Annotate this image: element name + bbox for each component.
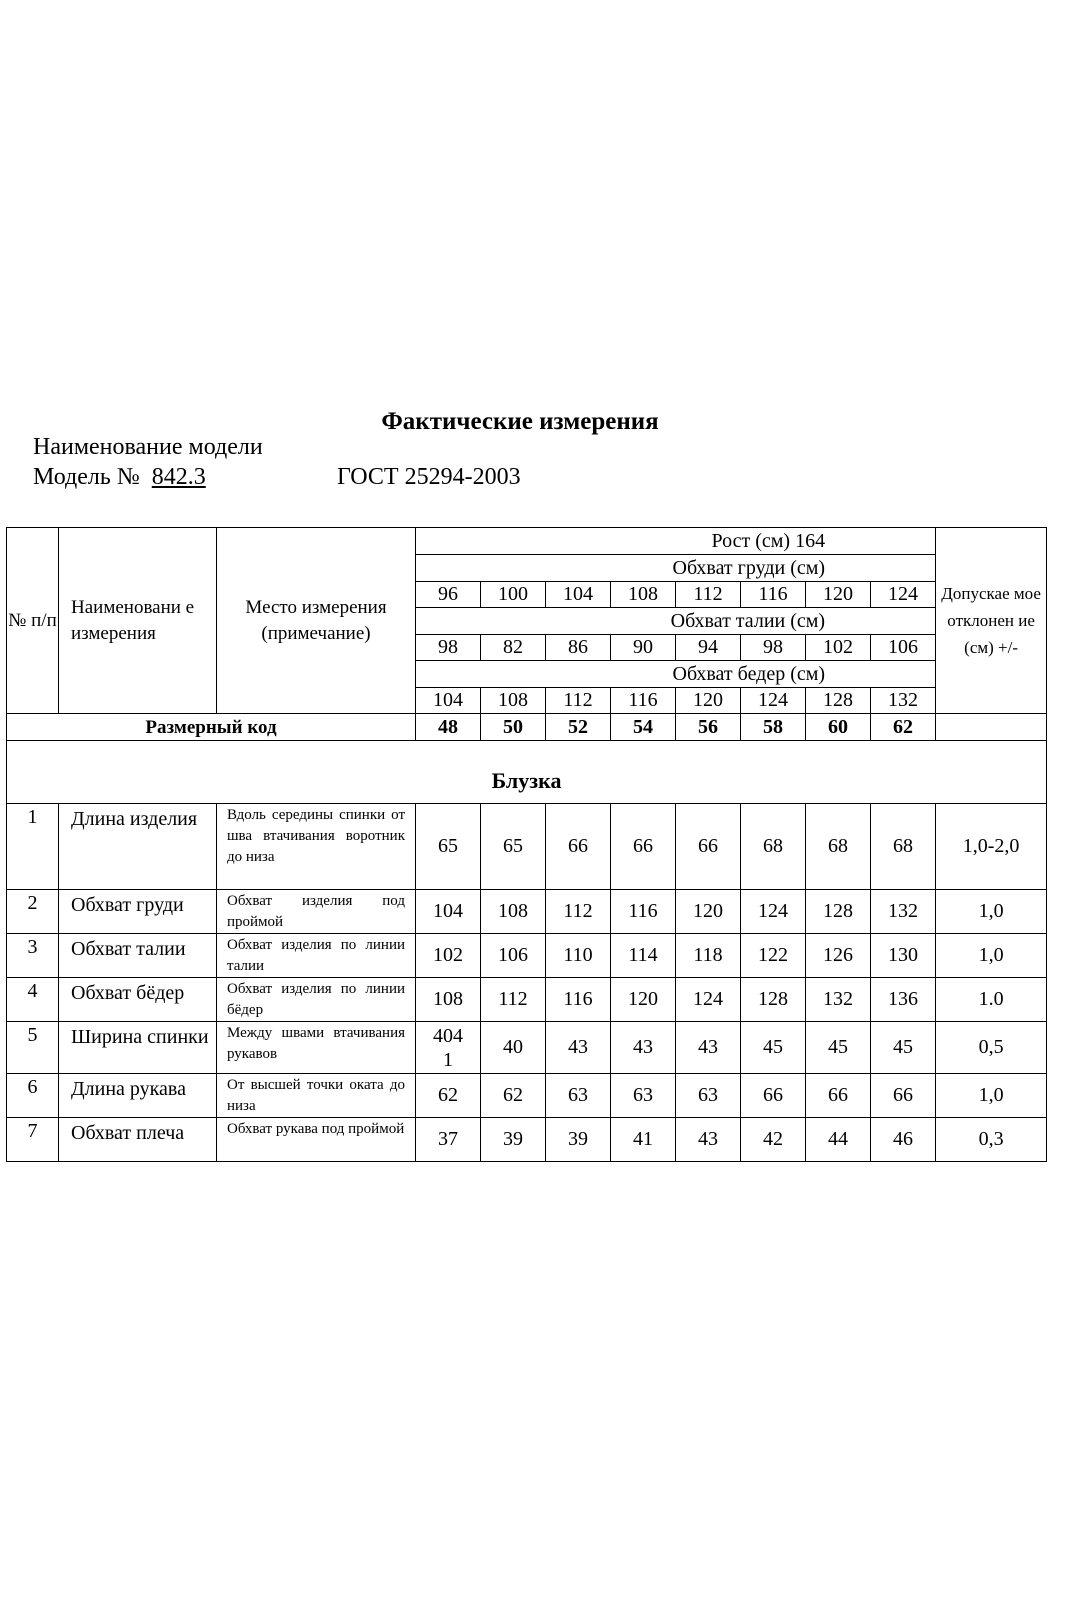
- size-code-cell: 54: [611, 714, 676, 741]
- measurements-table: [6, 527, 1047, 1162]
- header-name: Наименовани е измерения: [59, 528, 217, 714]
- header-tolerance: Допускае мое отклонен ие (см) +/-: [936, 528, 1047, 714]
- table-row: [7, 1118, 1047, 1162]
- measurement-value: 68: [741, 804, 806, 890]
- waist-size-cell: 98: [416, 635, 481, 661]
- tolerance-value: 0,3: [936, 1118, 1047, 1162]
- measurement-value: 45: [871, 1022, 936, 1074]
- measurement-value: 46: [871, 1118, 936, 1162]
- chest-size-cell: 100: [481, 582, 546, 608]
- measurement-place: Обхват рукава под проймой: [217, 1118, 416, 1162]
- table-row: [7, 978, 1047, 1022]
- header-row-height: [7, 528, 1047, 555]
- measurement-name: Длина изделия: [59, 804, 217, 890]
- measurement-place: Обхват изделия под проймой: [217, 890, 416, 934]
- header-chest-label: Обхват груди (см): [416, 555, 936, 582]
- measurement-value: 43: [546, 1022, 611, 1074]
- waist-size-cell: 102: [806, 635, 871, 661]
- waist-size-cell: 106: [871, 635, 936, 661]
- measurement-value: 66: [741, 1074, 806, 1118]
- row-number: 2: [7, 890, 59, 934]
- document-title: Фактические измерения: [381, 408, 659, 435]
- measurement-value: 66: [871, 1074, 936, 1118]
- table-row: [7, 890, 1047, 934]
- measurement-value: 112: [546, 890, 611, 934]
- measurement-value: 42: [741, 1118, 806, 1162]
- measurement-value: 118: [676, 934, 741, 978]
- model-label: Модель №: [33, 464, 140, 490]
- measurement-value: 116: [611, 890, 676, 934]
- tolerance-value: 0,5: [936, 1022, 1047, 1074]
- measurement-name: Обхват талии: [59, 934, 217, 978]
- size-code-cell: 56: [676, 714, 741, 741]
- size-code-cell: 52: [546, 714, 611, 741]
- measurement-value: 136: [871, 978, 936, 1022]
- measurement-value: 130: [871, 934, 936, 978]
- measurement-value: 39: [546, 1118, 611, 1162]
- size-code-cell: 50: [481, 714, 546, 741]
- measurement-value: 62: [416, 1074, 481, 1118]
- chest-size-cell: 104: [546, 582, 611, 608]
- measurement-name: Обхват плеча: [59, 1118, 217, 1162]
- tolerance-value: 1,0: [936, 1074, 1047, 1118]
- header-hips-label: Обхват бедер (см): [416, 661, 936, 688]
- size-code-row: [7, 714, 1047, 741]
- row-number: 1: [7, 804, 59, 890]
- header-height: Рост (см) 164: [416, 528, 936, 555]
- hips-size-cell: 112: [546, 688, 611, 714]
- gost-standard: ГОСТ 25294-2003: [337, 464, 521, 490]
- measurement-value: 106: [481, 934, 546, 978]
- hips-size-cell: 108: [481, 688, 546, 714]
- measurement-value: 108: [481, 890, 546, 934]
- measurement-value: 40: [481, 1022, 546, 1074]
- measurement-value: 124: [676, 978, 741, 1022]
- measurement-place: От высшей точки оката до низа: [217, 1074, 416, 1118]
- measurement-value: 65: [416, 804, 481, 890]
- chest-size-cell: 124: [871, 582, 936, 608]
- chest-size-cell: 120: [806, 582, 871, 608]
- measurement-name: Ширина спинки: [59, 1022, 217, 1074]
- measurement-value: 124: [741, 890, 806, 934]
- measurement-value: 63: [546, 1074, 611, 1118]
- measurement-value: 63: [611, 1074, 676, 1118]
- measurement-value: 66: [676, 804, 741, 890]
- measurement-value: 44: [806, 1118, 871, 1162]
- measurement-value: 66: [546, 804, 611, 890]
- waist-size-cell: 98: [741, 635, 806, 661]
- size-code-cell: 48: [416, 714, 481, 741]
- measurement-value: 120: [676, 890, 741, 934]
- measurement-value: 65: [481, 804, 546, 890]
- hips-size-cell: 120: [676, 688, 741, 714]
- hips-size-cell: 104: [416, 688, 481, 714]
- table-row: [7, 804, 1047, 890]
- model-line: [33, 464, 206, 491]
- model-name-label: Наименование модели: [33, 434, 263, 460]
- chest-size-cell: 108: [611, 582, 676, 608]
- row-number: 4: [7, 978, 59, 1022]
- measurement-place: Обхват изделия по линии бёдер: [217, 978, 416, 1022]
- measurement-value: 122: [741, 934, 806, 978]
- measurement-value: 45: [741, 1022, 806, 1074]
- measurement-value: 43: [611, 1022, 676, 1074]
- measurement-value: 66: [806, 1074, 871, 1118]
- waist-size-cell: 90: [611, 635, 676, 661]
- measurement-value: 68: [806, 804, 871, 890]
- chest-size-cell: 116: [741, 582, 806, 608]
- model-number: 842.3: [151, 464, 206, 490]
- waist-size-cell: 82: [481, 635, 546, 661]
- measurement-name: Обхват бёдер: [59, 978, 217, 1022]
- row-number: 6: [7, 1074, 59, 1118]
- measurement-value: 132: [806, 978, 871, 1022]
- measurement-name: Обхват груди: [59, 890, 217, 934]
- tolerance-value: 1,0: [936, 890, 1047, 934]
- hips-size-cell: 124: [741, 688, 806, 714]
- measurement-value: 114: [611, 934, 676, 978]
- measurement-value: 126: [806, 934, 871, 978]
- header-place: Место измерения (примечание): [217, 528, 416, 714]
- size-code-cell: 60: [806, 714, 871, 741]
- chest-size-cell: 96: [416, 582, 481, 608]
- measurement-value: 404 1: [416, 1022, 481, 1074]
- hips-size-cell: 128: [806, 688, 871, 714]
- measurement-value: 43: [676, 1118, 741, 1162]
- header-no: № п/п: [7, 528, 59, 714]
- measurement-place: Обхват изделия по линии талии: [217, 934, 416, 978]
- chest-size-cell: 112: [676, 582, 741, 608]
- section-title: Блузка: [7, 741, 1047, 804]
- size-code-tolerance-cell: [936, 714, 1047, 741]
- measurement-value: 102: [416, 934, 481, 978]
- size-code-cell: 62: [871, 714, 936, 741]
- measurement-value: 66: [611, 804, 676, 890]
- measurement-value: 41: [611, 1118, 676, 1162]
- size-code-cell: 58: [741, 714, 806, 741]
- measurement-name: Длина рукава: [59, 1074, 217, 1118]
- table-row: [7, 1074, 1047, 1118]
- measurement-place: Между швами втачивания рукавов: [217, 1022, 416, 1074]
- measurement-value: 108: [416, 978, 481, 1022]
- table-row: [7, 934, 1047, 978]
- tolerance-value: 1,0-2,0: [936, 804, 1047, 890]
- tolerance-value: 1.0: [936, 978, 1047, 1022]
- measurement-value: 128: [806, 890, 871, 934]
- row-number: 7: [7, 1118, 59, 1162]
- hips-size-cell: 132: [871, 688, 936, 714]
- measurement-value: 43: [676, 1022, 741, 1074]
- hips-size-cell: 116: [611, 688, 676, 714]
- row-number: 5: [7, 1022, 59, 1074]
- header-waist-label: Обхват талии (см): [416, 608, 936, 635]
- measurement-value: 45: [806, 1022, 871, 1074]
- measurement-value: 104: [416, 890, 481, 934]
- measurement-value: 63: [676, 1074, 741, 1118]
- table-row: [7, 1022, 1047, 1074]
- measurement-value: 62: [481, 1074, 546, 1118]
- measurement-value: 132: [871, 890, 936, 934]
- measurement-value: 120: [611, 978, 676, 1022]
- measurement-value: 39: [481, 1118, 546, 1162]
- measurement-place: Вдоль середины спинки от шва втачивания воротник до низа: [217, 804, 416, 890]
- tolerance-value: 1,0: [936, 934, 1047, 978]
- row-number: 3: [7, 934, 59, 978]
- measurement-value: 116: [546, 978, 611, 1022]
- measurement-value: 128: [741, 978, 806, 1022]
- waist-size-cell: 94: [676, 635, 741, 661]
- waist-size-cell: 86: [546, 635, 611, 661]
- measurement-value: 112: [481, 978, 546, 1022]
- measurement-value: 68: [871, 804, 936, 890]
- measurement-value: 37: [416, 1118, 481, 1162]
- measurement-value: 110: [546, 934, 611, 978]
- size-code-label: Размерный код: [7, 714, 416, 741]
- section-row: [7, 741, 1047, 804]
